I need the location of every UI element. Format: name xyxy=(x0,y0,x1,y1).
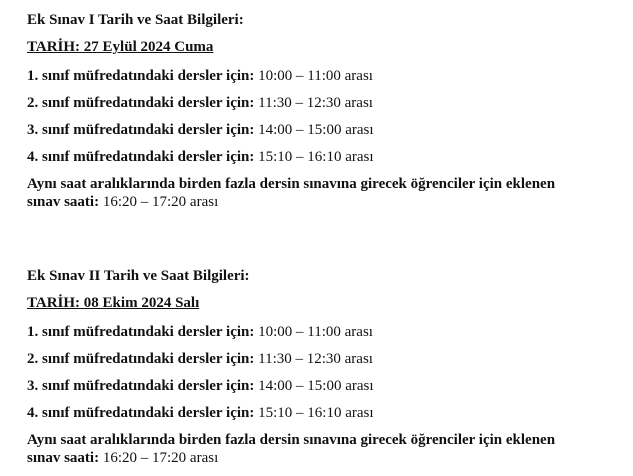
session-date: TARİH: 08 Ekim 2024 Salı xyxy=(27,295,200,311)
row-label: 2. sınıf müfredatındaki dersler için: xyxy=(27,95,255,111)
schedule-row xyxy=(27,67,373,85)
session-heading: Ek Sınav II Tarih ve Saat Bilgileri: xyxy=(27,268,250,284)
row-time: 14:00 – 15:00 arası xyxy=(254,122,374,138)
row-label: 4. sınıf müfredatındaki dersler için: xyxy=(27,405,255,421)
row-time: 11:30 – 12:30 arası xyxy=(254,351,373,367)
schedule-row xyxy=(27,121,374,139)
session-heading: Ek Sınav I Tarih ve Saat Bilgileri: xyxy=(27,12,244,28)
schedule-row xyxy=(27,404,374,422)
note-time-row xyxy=(27,193,218,211)
note-text: Aynı saat aralıklarında birden fazla dersin sınavına girecek öğrenciler için eklenen xyxy=(27,176,556,192)
note-label: sınav saati: xyxy=(27,194,100,210)
row-time: 11:30 – 12:30 arası xyxy=(254,95,373,111)
row-label: 1. sınıf müfredatındaki dersler için: xyxy=(27,68,255,84)
row-time: 14:00 – 15:00 arası xyxy=(254,378,374,394)
schedule-row xyxy=(27,323,373,341)
note-time: 16:20 – 17:20 arası xyxy=(99,450,219,466)
note-time: 16:20 – 17:20 arası xyxy=(99,194,219,210)
session-date: TARİH: 27 Eylül 2024 Cuma xyxy=(27,39,214,55)
schedule-row xyxy=(27,148,374,166)
note-label: sınav saati: xyxy=(27,450,100,466)
schedule-row xyxy=(27,94,373,112)
row-time: 15:10 – 16:10 arası xyxy=(254,149,374,165)
schedule-row xyxy=(27,350,373,368)
note-text: Aynı saat aralıklarında birden fazla dersin sınavına girecek öğrenciler için eklenen xyxy=(27,432,556,448)
row-label: 3. sınıf müfredatındaki dersler için: xyxy=(27,378,255,394)
row-time: 15:10 – 16:10 arası xyxy=(254,405,374,421)
schedule-row xyxy=(27,377,374,395)
row-label: 4. sınıf müfredatındaki dersler için: xyxy=(27,149,255,165)
row-label: 2. sınıf müfredatındaki dersler için: xyxy=(27,351,255,367)
row-time: 10:00 – 11:00 arası xyxy=(254,324,373,340)
row-label: 1. sınıf müfredatındaki dersler için: xyxy=(27,324,255,340)
note-time-row xyxy=(27,449,218,467)
row-time: 10:00 – 11:00 arası xyxy=(254,68,373,84)
row-label: 3. sınıf müfredatındaki dersler için: xyxy=(27,122,255,138)
